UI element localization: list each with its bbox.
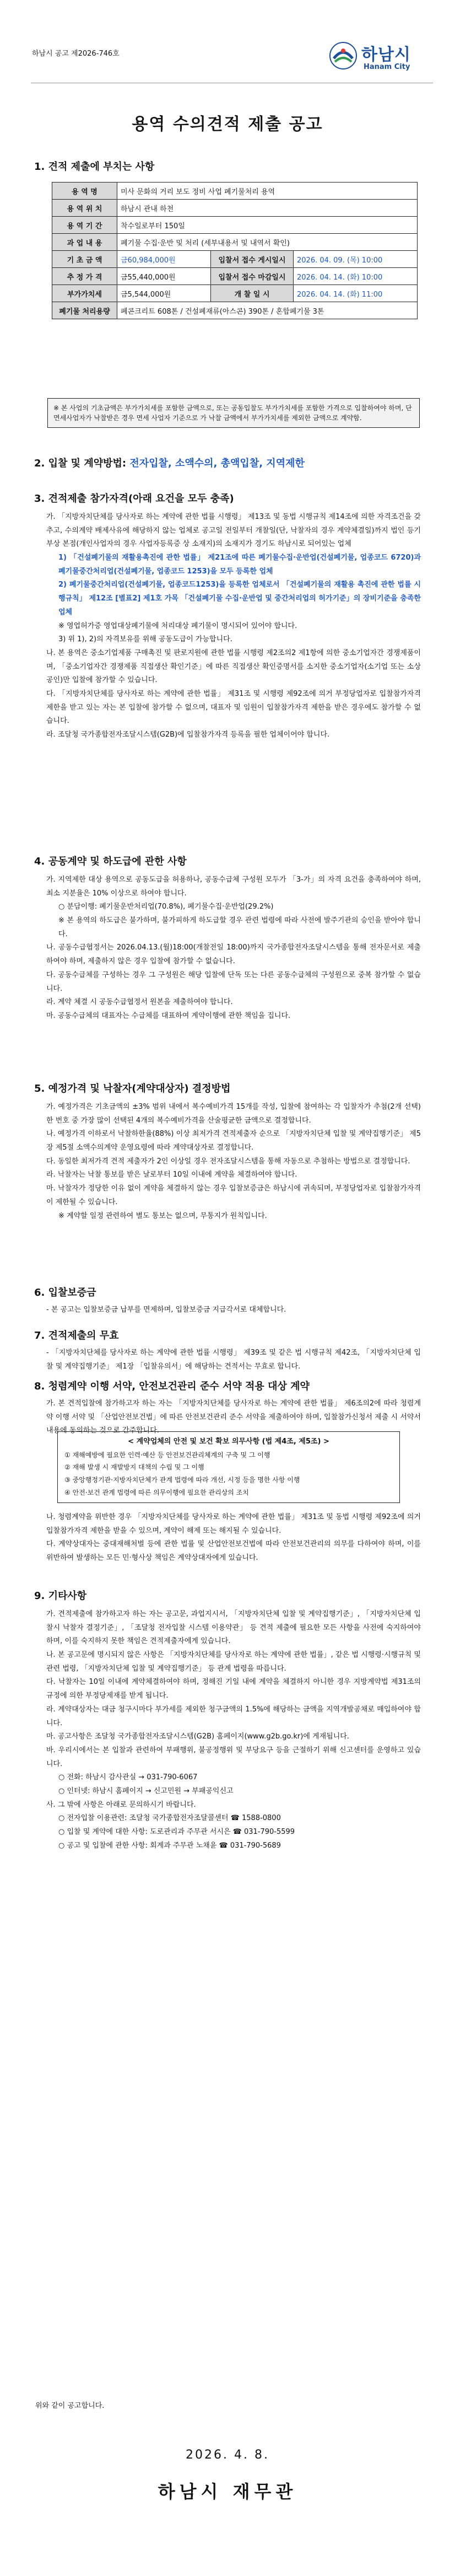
s4-item-d: 라. 계약 체결 시 공동수급협정서 원본을 제출하여야 합니다.: [46, 998, 233, 1007]
s9-item-g: 사. 그 밖에 사항은 아래로 문의하시기 바랍니다.: [46, 1800, 196, 1809]
s3-item-d: 라. 조달청 국가종합전자조달시스템(G2B)에 입찰참가자격 등록을 필한 업체이어야 합니다.: [46, 731, 330, 739]
s3-item-a1: 1) 「건설폐기물의 재활용촉진에 관한 법률」 제21조에 따른 폐기물수집·운반업(건설폐기물, 업종코드 6720)과 폐기물중간처리업(건설폐기물, 업종코드 1253)을 모두 등록한 업체: [58, 554, 421, 576]
s5-item-d: 라. 낙찰자는 낙찰 통보를 받은 날로부터 10일 이내에 계약을 체결하여야 합니다.: [46, 1171, 297, 1179]
contact-line: ○ 입찰 및 계약에 대한 사항: 도로관리과 주무관 서시은 ☎ 031-790-5599: [58, 1828, 295, 1836]
vat-value: 금5,544,000원: [117, 285, 211, 302]
s4-item-b: 나. 공동수급협정서는 2026.04.13.(월)18:00(개찰전일 18:00)까지 국가종합전자조달시스템을 통해 전자문서로 제출하여야 하며, 제출하지 않은 경우 입찰에 참가할 수 없습니다.: [46, 943, 421, 966]
section-2-prefix: 2. 입찰 및 계약방법:: [34, 458, 130, 469]
s4-item-a: 가. 지역제한 대상 용역으로 공동도급을 허용하나, 공동수급체 구성원 모두가 「3-가」의 자격 요건을 충족하여야 하며, 최소 지분율은 10% 이상으로 하여야 합니다.: [46, 876, 421, 898]
s4-item-share: ○ 분담이행: 폐기물운반처리업(70.8%), 폐기물수집·운반업(29.2%): [58, 903, 274, 911]
s8-item-b: 나. 청렴계약을 위반한 경우 「지방자치단체를 당사자로 하는 계약에 관한 법률」 제31조 및 동법 시행령 제92조에 의거 입찰참가자격 제한을 받을 수 있으며, 계약이 해제 또는 해지될 수 있습니다.: [46, 1513, 421, 1535]
label-capacity: 폐기물 처리용량: [52, 302, 117, 319]
obligation-item: ④ 안전·보건 관계 법령에 따른 의무이행에 필요한 관리상의 조치: [64, 1489, 249, 1497]
s5-item-e: 마. 낙찰자가 정당한 이유 없이 계약을 체결하지 않는 경우 입찰보증금은 하남시에 귀속되며, 부정당업자로 입찰참가자격이 제한될 수 있습니다.: [46, 1184, 421, 1206]
obligation-item: ② 재해 발생 시 재발방지 대책의 수립 및 그 이행: [64, 1463, 204, 1472]
label-opening: 개 찰 일 시: [211, 285, 294, 302]
service-location: 하남시 관내 하천: [117, 200, 418, 217]
s9-item-d: 라. 계약대상자는 대금 청구시마다 부가세를 제외한 청구금액의 1.5%에 해당하는 금액을 지역개발공채로 매입하여야 합니다.: [46, 1705, 421, 1727]
contact-line: ○ 공고 및 입찰에 관한 사항: 회계과 주무관 노채윤 ☎ 031-790-5689: [58, 1841, 281, 1850]
section-6-heading: 6. 입찰보증금: [34, 1287, 96, 1298]
obligations-heading: < 계약업체의 안전 및 보건 확보 의무사항 (법 제4조, 제5조) >: [128, 1437, 329, 1446]
s9-item-c: 다. 낙찰자는 10일 이내에 계약체결하여야 하며, 정해진 기일 내에 계약을 체결하지 아니한 경우 지방계약법 제31조의 규정에 의한 부정당제재를 받게 됩니다.: [46, 1678, 421, 1700]
label-overview: 과 업 내 용: [52, 234, 117, 251]
s3-item-c: 다. 「지방자치단체를 당사자로 하는 계약에 관한 법률」 제31조 및 시행령 제92조에 의거 부정당업자로 입찰참가자격 제한을 받고 있는 자는 본 입찰에 참가할 수 없으며, 대표자 및 임원이 입찰참가자격 제한을 받은 경우에도 참가할 수 없습니다.: [46, 689, 421, 726]
obligation-item: ① 재해예방에 필요한 인력·예산 등 안전보건관리체계의 구축 및 그 이행: [64, 1451, 270, 1459]
label-open-date: 입찰서 접수 게시일시: [211, 251, 294, 268]
obligation-item: ③ 중앙행정기관·지방자치단체가 관계 법령에 따라 개선, 시정 등을 명한 사항 이행: [64, 1476, 300, 1484]
section-5-heading: 5. 예정가격 및 낙찰자(계약대상자) 결정방법: [34, 1083, 231, 1094]
vat-note: ※ 본 사업의 기초금액은 부가가치세를 포함한 금액으로, 또는 공동입찰도 부가가치세를 포함한 가격으로 입찰하여야 하며, 단 면세사업자가 낙찰받은 경우 면세 사업자 기준으로 가 낙찰 금액에서 부가가치세를 제외한 금액으로 계약함.: [47, 398, 420, 428]
s5-item-note: ※ 계약할 일정 관련하여 별도 통보는 없으며, 무통지가 원칙입니다.: [58, 1211, 267, 1220]
section-7-body: [46, 1346, 421, 1373]
s8-item-c: 다. 계약상대자는 중대재해처벌 등에 관한 법률 및 산업안전보건법에 따라 안전보건관리의 의무를 다하여야 하며, 이를 위반하여 발생하는 모든 민·형사상 책임은 계약상대자에게 있습니다.: [46, 1540, 421, 1563]
close-date-value: 2026. 04. 14. (화) 10:00: [294, 268, 418, 285]
section-4-body: [46, 873, 421, 1023]
s3-item-b: 나. 본 용역은 중소기업제품 구매촉진 및 판로지원에 관한 법률 시행령 제2조의2 제1항에 의한 중소기업자간 경쟁제품이며, 「중소기업자간 경쟁제품 직접생산 확인기준」에 따른 직접생산 확인증명서를 소지한 중소기업자(소기업 또는 소상공인)만 입찰에 참가할 수 있습니다.: [46, 648, 421, 685]
label-period: 용 역 기 간: [52, 217, 117, 234]
label-vat: 부가가치세: [52, 285, 117, 302]
s3-item-a3: 3) 위 1), 2)의 자격보유를 위해 공동도급이 가능합니다.: [58, 635, 232, 644]
logo-korean-name: 하남시: [361, 45, 411, 65]
logo-english-name: Hanam City: [364, 63, 410, 71]
s5-item-b: 나. 예정가격 이하로서 낙찰하한율(88%) 이상 최저가격 견적제출자 순으로 「지방자치단체 입찰 및 계약집행기준」 제5장 제5절 소액수의계약 운영요령에 따라 계약대상자로 결정합니다.: [46, 1130, 421, 1152]
issue-date: 2026. 4. 8.: [186, 2448, 269, 2462]
s5-item-c: 다. 동일한 최저가격 견적 제출자가 2인 이상일 경우 전자조달시스템을 통해 자동으로 추첨하는 방법으로 결정합니다.: [46, 1157, 410, 1166]
capacity-value: 폐콘크리트 608톤 / 건설폐재류(아스콘) 390톤 / 혼합폐기물 3톤: [117, 302, 418, 319]
safety-obligations-box: [57, 1431, 400, 1503]
contact-line: ○ 전화: 하남시 감사관실 → 031-790-6067: [58, 1773, 198, 1782]
service-overview: 폐기물 수집·운반 및 처리 (세부내용서 및 내역서 확인): [117, 234, 418, 251]
info-table: [52, 182, 418, 319]
section-8-heading: 8. 청렴계약 이행 서약, 안전보건관리 준수 서약 적용 대상 계약: [34, 1381, 310, 1392]
contact-line: ○ 인터넷: 하남시 홈페이지 → 신고민원 → 부패공익신고: [58, 1786, 234, 1795]
contact-line: ○ 전자입찰 이용관련: 조달청 국가종합전자조달콜센터 ☎ 1588-0800: [58, 1814, 281, 1823]
notice-number: 하남시 공고 제2026-746호: [32, 50, 120, 58]
s4-item-e: 마. 공동수급체의 대표자는 수급체를 대표하여 계약이행에 관한 책임을 집니다.: [46, 1011, 291, 1020]
s9-item-e: 마. 공고사항은 조달청 국가종합전자조달시스템(G2B) 홈페이지(www.g2b.go.kr)에 게재됩니다.: [46, 1732, 349, 1741]
label-close-date: 입찰서 접수 마감일시: [211, 268, 294, 285]
issuer-name: 하남시 재무관: [158, 2481, 297, 2502]
section-9-body: [46, 1608, 421, 1853]
s4-item-c: 다. 공동수급체를 구성하는 경우 그 구성원은 해당 입찰에 단독 또는 다른 공동수급체의 구성원으로 중복 참가할 수 없습니다.: [46, 970, 421, 993]
section-3-body: [46, 511, 421, 742]
section-5-body: [46, 1101, 421, 1223]
section-2-heading: [34, 455, 305, 470]
s8-item-a: 가. 본 견적입찰에 참가하고자 하는 자는 「지방자치단체를 당사자로 하는 계약에 관한 법률」 제6조의2에 따라 청렴계약 이행 서약 및 「산업안전보건법」에 따른 안전보건관리 준수 서약을 제출하여야 하며, 입찰참가신청서 제출 시 서약서 내용에 동의하는 것으로 간주합니다.: [46, 1399, 421, 1435]
s9-item-f: 바. 우리시에서는 본 입찰과 관련하여 부패행위, 불공정행위 및 부당요구 등을 근절하기 위해 신고센터를 운영하고 있습니다.: [46, 1746, 421, 1768]
s4-item-note: ※ 본 용역의 하도급은 불가하며, 불가피하게 하도급할 경우 관련 법령에 따라 사전에 발주기관의 승인을 받아야 합니다.: [58, 916, 421, 938]
service-period: 착수일로부터 150일: [117, 217, 418, 234]
hanam-logo-icon: [328, 41, 358, 71]
s3-item-a: 가. 「지방자치단체를 당사자로 하는 계약에 관한 법률 시행령」 제13조 및 동법 시행규칙 제14조에 의한 자격조건을 갖추고, 수의계약 배제사유에 해당하지 않는 업체로 공고일 전일부터 개찰일(단, 낙찰자의 경우 계약체결일)까지 법인 등기부상 본점(개인사업자의 경우 사업자등록증 상 소재지)의 소재지가 경기도 하남시로 되어있는 업체: [46, 513, 421, 549]
closing-request: 위와 같이 공고합니다.: [35, 2402, 105, 2410]
s9-item-a: 가. 견적제출에 참가하고자 하는 자는 공고문, 과업지시서, 「지방자치단체 입찰 및 계약집행기준」, 「지방자치단체 입찰시 낙찰자 결정기준」, 「조달청 전자입찰 시스템 이용약관」 등 견적 제출에 필요한 모든 사항을 사전에 숙지하여야 하며, 이를 숙지하지 못한 책임은 견적제출자에게 있습니다.: [46, 1610, 421, 1646]
page-title: 용역 수의견적 제출 공고: [132, 115, 323, 134]
service-name: 미사 문화의 거리 보도 정비 사업 폐기물처리 용역: [117, 183, 418, 200]
label-name: 용 역 명: [52, 183, 117, 200]
s5-item-a: 가. 예정가격은 기초금액의 ±3% 범위 내에서 복수예비가격 15개를 작성, 입찰에 참여하는 각 입찰자가 추첨(2개 선택)한 번호 중 가장 많이 선택된 4개의 복수예비가격을 산술평균한 금액으로 결정합니다.: [46, 1103, 421, 1125]
section-6-body: [46, 1303, 421, 1317]
s6-item: - 본 공고는 입찰보증금 납부를 면제하며, 입찰보증금 지급각서로 대체합니다.: [46, 1306, 286, 1314]
section-2-highlight: 전자입찰, 소액수의, 총액입찰, 지역제한: [129, 458, 305, 469]
s7-item: - 「지방자치단체를 당사자로 하는 계약에 관한 법률 시행령」 제39조 및 같은 법 시행규칙 제42조, 「지방자치단체 입찰 및 계약집행기준」 제1장 「입찰유의서」에 해당하는 견적서는 무효로 합니다.: [46, 1349, 421, 1371]
base-price-value: 금60,984,000원: [117, 251, 211, 268]
open-date-value: 2026. 04. 09. (목) 10:00: [294, 251, 418, 268]
label-est-price: 추 정 가 격: [52, 268, 117, 285]
est-price-value: 금55,440,000원: [117, 268, 211, 285]
section-1-heading: 1. 견적 제출에 부치는 사항: [34, 161, 155, 173]
section-3-heading: 3. 견적제출 참가자격(아래 요건을 모두 충족): [34, 493, 234, 505]
section-8-body-continued: [46, 1511, 421, 1565]
label-location: 용 역 위 치: [52, 200, 117, 217]
section-4-heading: 4. 공동계약 및 하도급에 관한 사항: [34, 856, 187, 867]
section-7-heading: 7. 견적제출의 무효: [34, 1330, 119, 1341]
s9-item-b: 나. 본 공고문에 명시되지 않은 사항은 「지방자치단체를 당사자로 하는 계약에 관한 법률」, 같은 법 시행령·시행규칙 및 관련 법령, 「지방자치단체 입찰 및 계약집행기준」 등 관계 법령을 따릅니다.: [46, 1651, 421, 1673]
s3-item-note: ※ 영업허가증 영업대상폐기물에 처리대상 폐기물이 명시되어 있어야 합니다.: [58, 621, 297, 630]
label-base-price: 기 초 금 액: [52, 251, 117, 268]
opening-value: 2026. 04. 14. (화) 11:00: [294, 285, 418, 302]
city-logo: [328, 36, 433, 78]
section-9-heading: 9. 기타사항: [34, 1590, 87, 1602]
s3-item-a2: 2) 폐기물중간처리업(건설폐기물, 업종코드1253)을 등록한 업체로서 「건설폐기물의 재활용 촉진에 관한 법률 시행규칙」 제12조 [별표2] 제1호 가목 「건설폐기물 수집·운반업 및 중간처리업의 허가기준」의 장비기준을 충족한 업체: [58, 581, 421, 616]
